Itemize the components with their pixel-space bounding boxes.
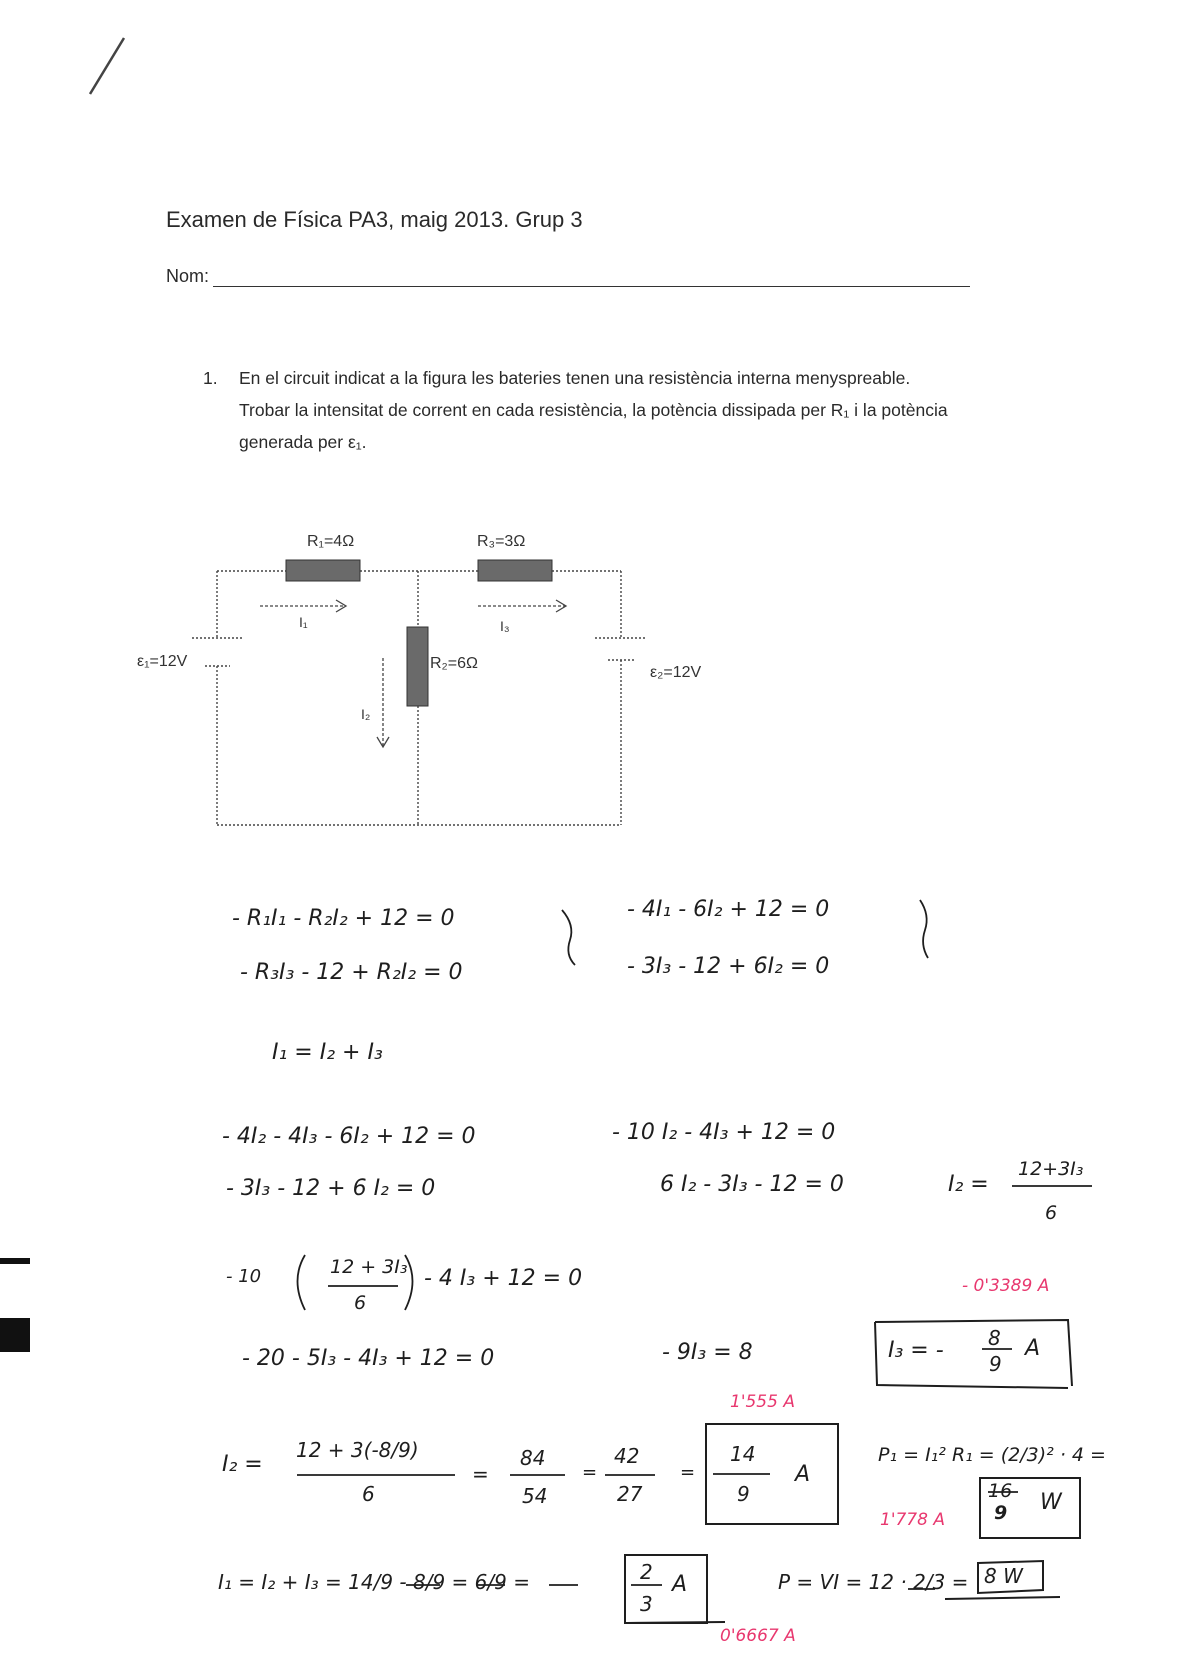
i2-substitution-num: 12 + 3(-8/9) (296, 1438, 419, 1462)
i2-expression-lhs: I₂ = (948, 1172, 989, 1197)
equals-sign: = (472, 1462, 489, 1486)
question-line-2: Trobar la intensitat de corrent en cada resistència, la potència dissipada per R₁ i la potència (239, 400, 948, 420)
i3-result-den: 9 (989, 1352, 1002, 1376)
battery-e1 (192, 638, 244, 666)
power-expression: P = VI = 12 · 2/3 = (778, 1570, 969, 1594)
equals-sign: = (582, 1462, 598, 1483)
question-line-3: generada per ε₁. (239, 432, 367, 452)
equation-numeric-1: - 4I₁ - 6I₂ + 12 = 0 (627, 897, 830, 922)
i3-result-unit: A (1025, 1336, 1041, 1361)
i2-substitution-den: 6 (362, 1482, 375, 1506)
resistor-r1 (286, 560, 360, 581)
resistor-r3 (478, 560, 552, 581)
label-i2: I₂ (361, 706, 371, 722)
p1-result-unit: W (1040, 1490, 1062, 1515)
exam-title: Examen de Física PA3, maig 2013. Grup 3 (166, 207, 583, 232)
i3-result-lhs: I₃ = - (888, 1338, 944, 1363)
equation-subst-coef: - 10 (226, 1266, 262, 1287)
pen-stroke (90, 38, 124, 94)
i2-fraction-2-num: 42 (614, 1444, 640, 1468)
equation-subst-num: 12 + 3I₃ (330, 1256, 408, 1278)
equation-subst-den: 6 (354, 1292, 367, 1314)
i2-fraction-1-num: 84 (520, 1446, 546, 1470)
equation-kirchhoff-2: - R₃I₃ - 12 + R₂I₂ = 0 (240, 960, 463, 985)
equation-node: I₁ = I₂ + I₃ (272, 1040, 383, 1065)
equation-numeric-2: - 3I₃ - 12 + 6I₂ = 0 (627, 954, 830, 979)
name-field-line[interactable] (213, 286, 970, 287)
label-i1: I₁ (299, 614, 308, 630)
equation-subst-rest: - 4 I₃ + 12 = 0 (424, 1266, 583, 1291)
i1-expression: I₁ = I₂ + I₃ = 14/9 - 8/9 = 6/9 = (218, 1570, 530, 1594)
handwriting-strokes (297, 900, 1092, 1589)
battery-e2 (595, 638, 647, 660)
p1-expression: P₁ = I₁² R₁ = (2/3)² · 4 = (878, 1444, 1106, 1466)
equation-sub-2: - 3I₃ - 12 + 6 I₂ = 0 (226, 1176, 436, 1201)
label-e2: ε₂=12V (650, 664, 702, 681)
equation-i3: - 9I₃ = 8 (662, 1340, 753, 1365)
i2-result-lhs: I₂ = (222, 1452, 263, 1477)
p1-decimal: 1'778 A (880, 1510, 945, 1530)
i1-result-den: 3 (640, 1592, 653, 1616)
i2-result-unit: A (795, 1462, 811, 1487)
arrow-i3 (478, 600, 566, 612)
equation-expand: - 20 - 5I₃ - 4I₃ + 12 = 0 (242, 1346, 495, 1371)
i2-expression-den: 6 (1045, 1202, 1058, 1224)
p1-result-num: 16 (988, 1480, 1013, 1502)
equals-sign: = (680, 1462, 696, 1483)
i1-result-unit: A (672, 1572, 688, 1597)
label-e1: ε₁=12V (137, 653, 188, 670)
label-r1: R₁=4Ω (307, 533, 355, 550)
i2-decimal: 1'555 A (730, 1392, 795, 1412)
i2-fraction-2-den: 27 (617, 1482, 643, 1506)
name-label: Nom: (166, 266, 210, 286)
equation-sub-4: 6 I₂ - 3I₃ - 12 = 0 (660, 1172, 844, 1197)
question-line-1: En el circuit indicat a la figura les bateries tenen una resistència interna menyspreable. (239, 368, 911, 388)
arrow-i2 (377, 658, 389, 747)
i1-result-num: 2 (640, 1560, 653, 1584)
label-r2: R₂=6Ω (430, 655, 478, 672)
equation-kirchhoff-1: - R₁I₁ - R₂I₂ + 12 = 0 (232, 906, 455, 931)
question-number: 1. (203, 368, 218, 388)
i2-fraction-1-den: 54 (522, 1484, 548, 1508)
i3-result-num: 8 (988, 1326, 1001, 1350)
resistor-r2 (407, 627, 428, 706)
i1-decimal: 0'6667 A (720, 1626, 796, 1646)
arrow-i1 (260, 600, 346, 612)
equation-sub-1: - 4I₂ - 4I₃ - 6I₂ + 12 = 0 (222, 1124, 476, 1149)
i3-decimal: - 0'3389 A (962, 1276, 1050, 1296)
label-i3: I₃ (500, 618, 510, 634)
label-r3: R₃=3Ω (477, 533, 526, 550)
p1-result-den: 9 (994, 1502, 1008, 1524)
i2-result-den: 9 (737, 1482, 750, 1506)
equation-sub-3: - 10 I₂ - 4I₃ + 12 = 0 (612, 1120, 836, 1145)
i2-result-num: 14 (730, 1442, 756, 1466)
power-result: 8 W (984, 1564, 1023, 1588)
i2-expression-num: 12+3I₃ (1018, 1158, 1084, 1180)
